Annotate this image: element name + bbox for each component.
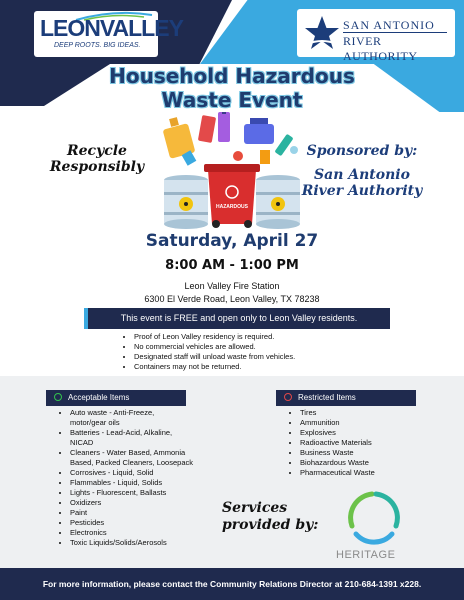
list-item: • Pesticides — [70, 518, 210, 528]
title-line-1: Household Hazardous — [109, 64, 355, 88]
title-line-2: Waste Event — [161, 88, 303, 112]
leon-valley-wordmark: LEONVALLEY — [40, 15, 183, 41]
item-text: Based, Packed Cleaners, Loosepack — [70, 458, 193, 467]
sponsored-by-label: Sponsored by: — [306, 143, 418, 159]
eligibility-banner: This event is FREE and open only to Leon Valley residents. — [84, 308, 390, 329]
star-icon — [303, 14, 341, 52]
sponsor-line-2: River Authority — [301, 183, 423, 199]
list-item: • Ammunition — [300, 418, 430, 428]
list-item: • Business Waste — [300, 448, 430, 458]
list-item: • Paint — [70, 508, 210, 518]
list-item: • Corrosives - Liquid, Solid — [70, 468, 210, 478]
item-text: NICAD — [70, 438, 94, 447]
restricted-items-header — [276, 390, 416, 406]
sponsor-line-1: San Antonio — [314, 167, 410, 183]
hazardous-waste-illustration — [156, 112, 308, 230]
item-text: Cleaners - Water Based, Ammonia — [70, 448, 186, 457]
event-date: Saturday, April 27 — [145, 231, 319, 251]
list-item — [70, 408, 210, 428]
rule-item: • No commercial vehicles are allowed. — [134, 342, 295, 352]
list-item: • Radioactive Materials — [300, 438, 430, 448]
list-item: • Toxic Liquids/Solids/Aerosols — [70, 538, 210, 548]
leon-valley-logo — [34, 11, 183, 57]
services-line-2: provided by: — [222, 517, 319, 533]
river-authority-logo — [297, 9, 455, 63]
list-item — [70, 448, 210, 468]
event-time: 8:00 AM - 1:00 PM — [165, 258, 299, 273]
recycle-line-2: Responsibly — [49, 159, 145, 175]
heritage-logo-icon — [342, 490, 406, 548]
location-name: Leon Valley Fire Station — [184, 281, 280, 291]
list-item: • Explosives — [300, 428, 430, 438]
prohibited-icon — [284, 393, 292, 401]
sara-line-2: RIVER AUTHORITY — [343, 34, 418, 63]
restricted-items-list — [288, 408, 430, 478]
list-item: • Flammables - Liquid, Solids — [70, 478, 210, 488]
restricted-items-title: Restricted Items — [298, 393, 356, 402]
list-item: • Biohazardous Waste — [300, 458, 430, 468]
list-item: • Oxidizers — [70, 498, 210, 508]
sara-line-1: SAN ANTONIO — [343, 18, 435, 32]
heritage-wordmark: HERITAGE — [336, 549, 396, 561]
acceptable-items-list — [58, 408, 210, 548]
page-title — [60, 64, 404, 112]
bin-label: HAZARDOUS — [216, 204, 248, 210]
item-text: Batteries - Lead-Acid, Alkaline, — [70, 428, 173, 437]
item-text: Auto waste - Anti-Freeze, — [70, 408, 155, 417]
recycle-line-1: Recycle — [67, 143, 127, 159]
recycle-tagline — [42, 143, 152, 175]
list-item — [70, 428, 210, 448]
footer-contact: For more information, please contact the Community Relations Director at 210-684-1391 x228. — [0, 568, 464, 600]
services-line-1: Services — [222, 500, 288, 516]
list-item: • Tires — [300, 408, 430, 418]
sponsor-name — [300, 167, 424, 199]
rules-list — [122, 332, 295, 372]
list-item: • Lights - Fluorescent, Ballasts — [70, 488, 210, 498]
location-address: 6300 El Verde Road, Leon Valley, TX 78238 — [144, 294, 320, 304]
acceptable-items-title: Acceptable Items — [68, 393, 130, 402]
services-provided-label — [222, 500, 332, 534]
rule-item: • Proof of Leon Valley residency is required. — [134, 332, 295, 342]
rule-item: • Containers may not be returned. — [134, 362, 295, 372]
rule-item: • Designated staff will unload waste from vehicles. — [134, 352, 295, 362]
check-circle-icon — [54, 393, 62, 401]
leon-valley-tagline: DEEP ROOTS. BIG IDEAS. — [54, 42, 141, 49]
item-text: motor/gear oils — [70, 418, 120, 427]
acceptable-items-header — [46, 390, 186, 406]
list-item: • Electronics — [70, 528, 210, 538]
sara-divider — [343, 32, 447, 33]
list-item: • Pharmaceutical Waste — [300, 468, 430, 478]
